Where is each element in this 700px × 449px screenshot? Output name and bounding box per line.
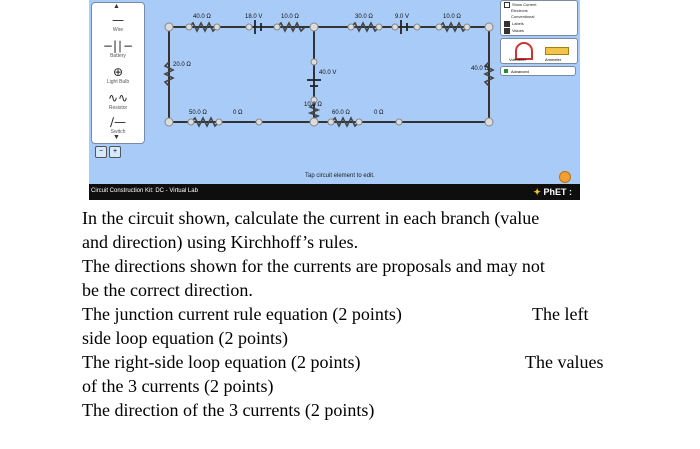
question-text — [82, 206, 622, 422]
values-checkbox[interactable]: Values — [504, 28, 524, 34]
toolbox-item-label: Battery — [110, 53, 126, 59]
expand-icon — [504, 69, 508, 73]
phet-logo-icon: ✦ — [533, 187, 541, 197]
junction-node[interactable] — [310, 23, 318, 31]
resistor-label: 10.0 Ω — [281, 14, 299, 20]
ammeter-icon[interactable] — [545, 47, 569, 55]
zoom-in-button[interactable] — [109, 146, 121, 158]
junction-node[interactable] — [311, 59, 317, 65]
zoom-out-button[interactable] — [95, 146, 107, 158]
resistor-label: 50.0 Ω — [189, 110, 207, 116]
advanced-panel[interactable]: Advanced — [500, 66, 576, 76]
circuit-simulation-area[interactable] — [89, 0, 580, 200]
resistor-label: 60.0 Ω — [332, 110, 350, 116]
question-line: The junction current rule equation (2 points) The left — [82, 304, 589, 324]
question-line: The direction of the 3 currents (2 points) — [82, 400, 375, 420]
voltmeter-label: Voltmeter — [509, 57, 526, 62]
electrons-radio[interactable]: Electrons — [511, 8, 528, 13]
toolbox-item-resistor[interactable] — [92, 91, 144, 117]
toolbox-item-label: Wire — [112, 27, 124, 33]
battery-label: 9.0 V — [395, 14, 410, 20]
switch-icon: ∕— — [109, 115, 127, 129]
phet-menu-button[interactable]: ✦ PhET : — [533, 187, 572, 197]
toolbox-scroll-down-icon[interactable]: ▼ — [113, 134, 120, 141]
junction-node[interactable] — [214, 24, 220, 30]
junction-node[interactable] — [256, 119, 262, 125]
resistor-label: 30.0 Ω — [355, 14, 373, 20]
junction-node[interactable] — [376, 24, 382, 30]
toolbox-item-battery[interactable] — [92, 39, 144, 65]
question-right-fragment: The values — [525, 352, 604, 372]
junction-node[interactable] — [274, 24, 280, 30]
junction-node[interactable] — [246, 24, 252, 30]
battery-label: 40.0 V — [319, 70, 337, 76]
toolbox-item-wire[interactable] — [92, 13, 144, 39]
circuit-diagram[interactable] — [149, 0, 562, 170]
status-text: Tap circuit element to edit. — [305, 173, 375, 179]
wire-label: 0 Ω — [233, 110, 243, 116]
question-line: The directions shown for the currents are proposals and may not — [82, 256, 545, 276]
labels-checkbox[interactable]: Labels — [504, 21, 524, 27]
question-right-fragment: The left — [532, 304, 589, 324]
resistor-label: 10.0 Ω — [443, 14, 461, 20]
component-toolbox — [91, 2, 145, 144]
junction-node[interactable] — [165, 23, 173, 31]
junction-node[interactable] — [216, 119, 222, 125]
question-line: side loop equation (2 points) — [82, 328, 288, 348]
question-line: In the circuit shown, calculate the current in each branch (value — [82, 208, 540, 228]
junction-node[interactable] — [485, 23, 493, 31]
light-bulb-icon: ⊕ — [112, 65, 124, 79]
junction-node[interactable] — [464, 24, 470, 30]
wire-icon: — — [112, 13, 124, 27]
junction-node[interactable] — [328, 119, 334, 125]
junction-node[interactable] — [165, 118, 173, 126]
question-line: The right-side loop equation (2 points) The values — [82, 352, 604, 372]
wire-label: 0 Ω — [374, 110, 384, 116]
toolbox-item-label: Light Bulb — [106, 79, 130, 85]
toolbox-item-light-bulb[interactable] — [92, 65, 144, 91]
sim-footer — [89, 184, 580, 200]
junction-node[interactable] — [186, 24, 192, 30]
conventional-radio[interactable]: Conventional — [511, 14, 535, 19]
junction-node[interactable] — [356, 119, 362, 125]
show-current-checkbox[interactable]: Show Current — [504, 2, 536, 8]
resistor-label: 20.0 Ω — [173, 62, 191, 68]
options-panel — [500, 0, 578, 36]
question-line: of the 3 currents (2 points) — [82, 376, 274, 396]
resistor-label: 40.0 Ω — [193, 14, 211, 20]
junction-node[interactable] — [392, 24, 398, 30]
junction-node[interactable] — [485, 118, 493, 126]
battery-label: 18.0 V — [245, 14, 263, 20]
question-line: be the correct direction. — [82, 280, 253, 300]
sim-title: Circuit Construction Kit: DC - Virtual Lab — [91, 188, 198, 194]
resistor-label: 40.0 Ω — [471, 66, 489, 72]
resistor-icon: ∿∿ — [107, 91, 129, 105]
battery-icon: −|∣− — [102, 39, 134, 53]
ammeter-label: Ammeter — [545, 57, 562, 62]
meters-panel — [500, 38, 578, 64]
zoom-out-icon: − — [98, 148, 104, 155]
zoom-in-icon: + — [112, 148, 118, 155]
reset-button[interactable] — [559, 171, 571, 183]
junction-node[interactable] — [436, 24, 442, 30]
resistor-label: 10.0 Ω — [304, 102, 322, 108]
junction-node[interactable] — [396, 119, 402, 125]
toolbox-item-label: Switch — [110, 129, 126, 135]
question-line: and direction) using Kirchhoff’s rules. — [82, 232, 359, 252]
junction-node[interactable] — [188, 119, 194, 125]
junction-node[interactable] — [414, 24, 420, 30]
toolbox-item-label: Resistor — [108, 105, 128, 111]
junction-node[interactable] — [310, 118, 318, 126]
toolbox-scroll-up-icon[interactable]: ▲ — [113, 3, 120, 10]
junction-node[interactable] — [348, 24, 354, 30]
